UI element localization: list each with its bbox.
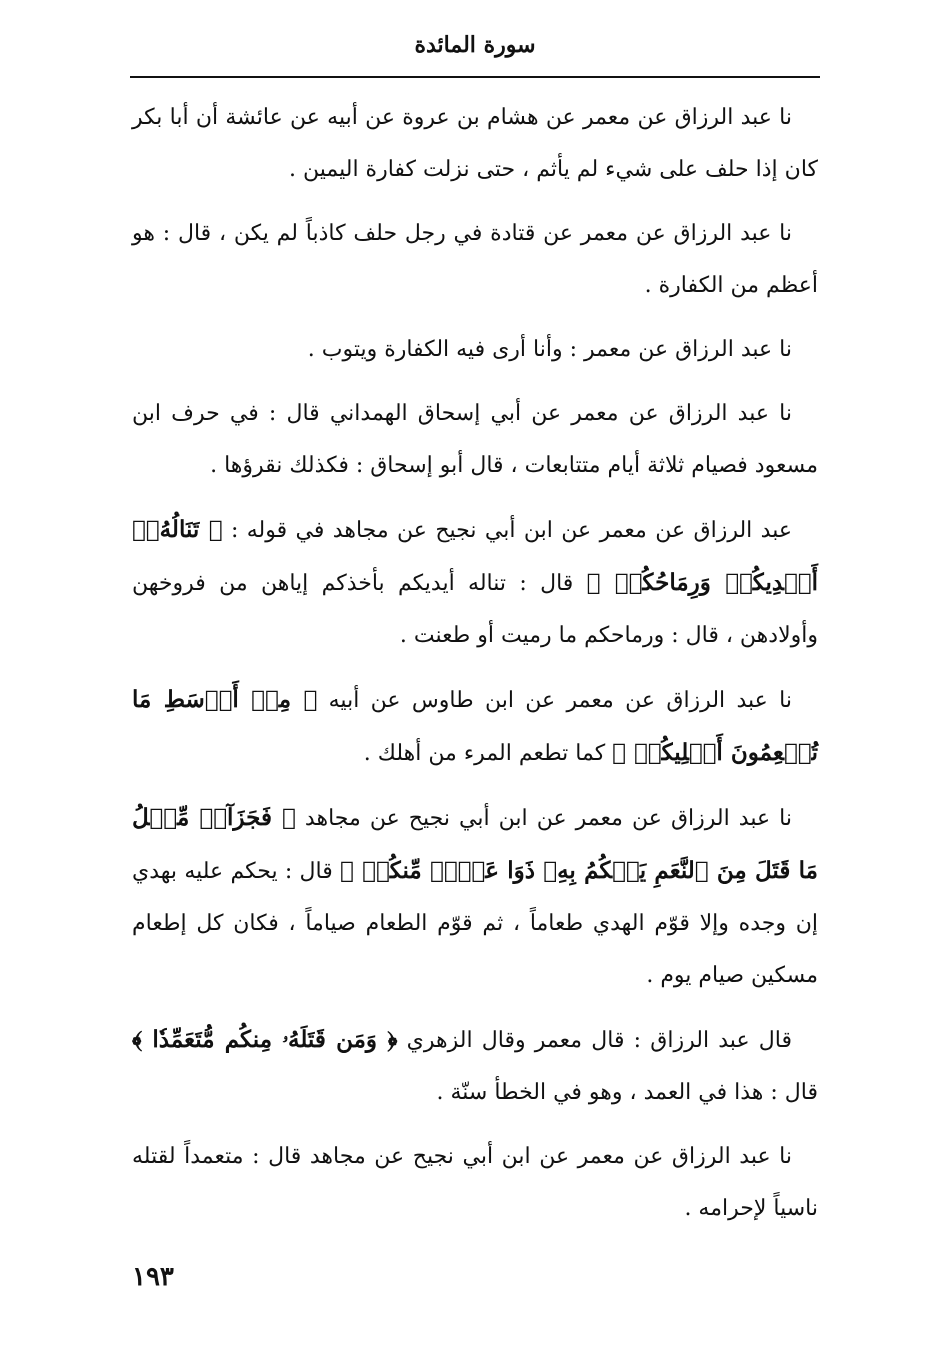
quran-verse-quote: ﴿ مِنۡ أَوۡسَطِ مَا تُطۡعِمُونَ أَهۡلِيكُمۡ ﴾ <box>132 686 818 766</box>
hadith-paragraph <box>132 92 818 196</box>
paragraph-text: عبد الرزاق عن معمر عن ابن أبي نجيح عن مجاهد في قوله : <box>222 518 792 543</box>
paragraph-text: قال عبد الرزاق : قال معمر وقال الزهري <box>397 1028 792 1053</box>
header-divider <box>130 76 820 78</box>
paragraph-text: نا عبد الرزاق عن معمر عن ابن طاوس عن أبيه <box>317 688 792 713</box>
hadith-paragraph <box>132 208 818 312</box>
paragraph-text: نا عبد الرزاق عن معمر عن ابن أبي نجيح عن مجاهد <box>295 806 793 831</box>
quran-verse-quote: ﴿ تَنَالُهُۥٓ أَيۡدِيكُمۡ وَرِمَاحُكُمۡ ﴾ <box>132 516 818 596</box>
hadith-paragraph <box>132 1014 818 1119</box>
quran-verse-quote: ﴿ وَمَن قَتَلَهُۥ مِنكُم مُّتَعَمِّدٗا ﴾ <box>132 1026 398 1053</box>
paragraph-text: نا عبد الرزاق عن معمر : وأنا أرى فيه الكفارة ويتوب . <box>307 337 792 362</box>
paragraph-text: كما تطعم المرء من أهلك . <box>363 741 613 766</box>
hadith-paragraph <box>132 792 818 1002</box>
hadith-paragraph <box>132 324 818 376</box>
paragraph-text: قال : تناله أيديكم بأخذكم إياهن من فروخهن وأولادهن ، قال : ورماحكم ما رميت أو طعنت . <box>132 571 818 648</box>
hadith-paragraph <box>132 504 818 662</box>
paragraph-text: نا عبد الرزاق عن معمر عن أبي إسحاق الهمداني قال : في حرف ابن مسعود فصيام ثلاثة أيام متتابعات ، قال أبو إسحاق : فكذلك نقرؤها . <box>132 401 818 478</box>
body-text <box>132 92 818 1247</box>
paragraph-text: قال : هذا في العمد ، وهو في الخطأ سنّة . <box>436 1080 818 1105</box>
hadith-paragraph <box>132 1131 818 1235</box>
paragraph-text: نا عبد الرزاق عن معمر عن ابن أبي نجيح عن مجاهد قال : متعمداً لقتله ناسياً لإحرامه . <box>132 1144 818 1221</box>
hadith-paragraph <box>132 674 818 780</box>
quran-verse-quote: ﴿ فَجَزَآءٞ مِّثۡلُ مَا قَتَلَ مِنَ ٱلنَّعَمِ يَحۡكُمُ بِهِۦ ذَوَا عَدۡلٖ مِّنكُمۡ ﴾ <box>132 804 818 884</box>
running-header-title: سورة المائدة <box>414 32 536 58</box>
hadith-paragraph <box>132 388 818 492</box>
paragraph-text: قال : يحكم عليه بهدي إن وجده وإلا قوّم الهدي طعاماً ، ثم قوّم الطعام صياماً ، فكان كل إطعام مسكين صيام يوم . <box>132 859 818 988</box>
paragraph-text: نا عبد الرزاق عن معمر عن هشام بن عروة عن أبيه عن عائشة أن أبا بكر كان إذا حلف على شيء لم يأثم ، حتى نزلت كفارة اليمين . <box>132 105 818 182</box>
page-number: ١٩٣ <box>132 1262 174 1292</box>
paragraph-text: نا عبد الرزاق عن معمر عن قتادة في رجل حلف كاذباً لم يكن ، قال : هو أعظم من الكفارة . <box>132 221 818 298</box>
